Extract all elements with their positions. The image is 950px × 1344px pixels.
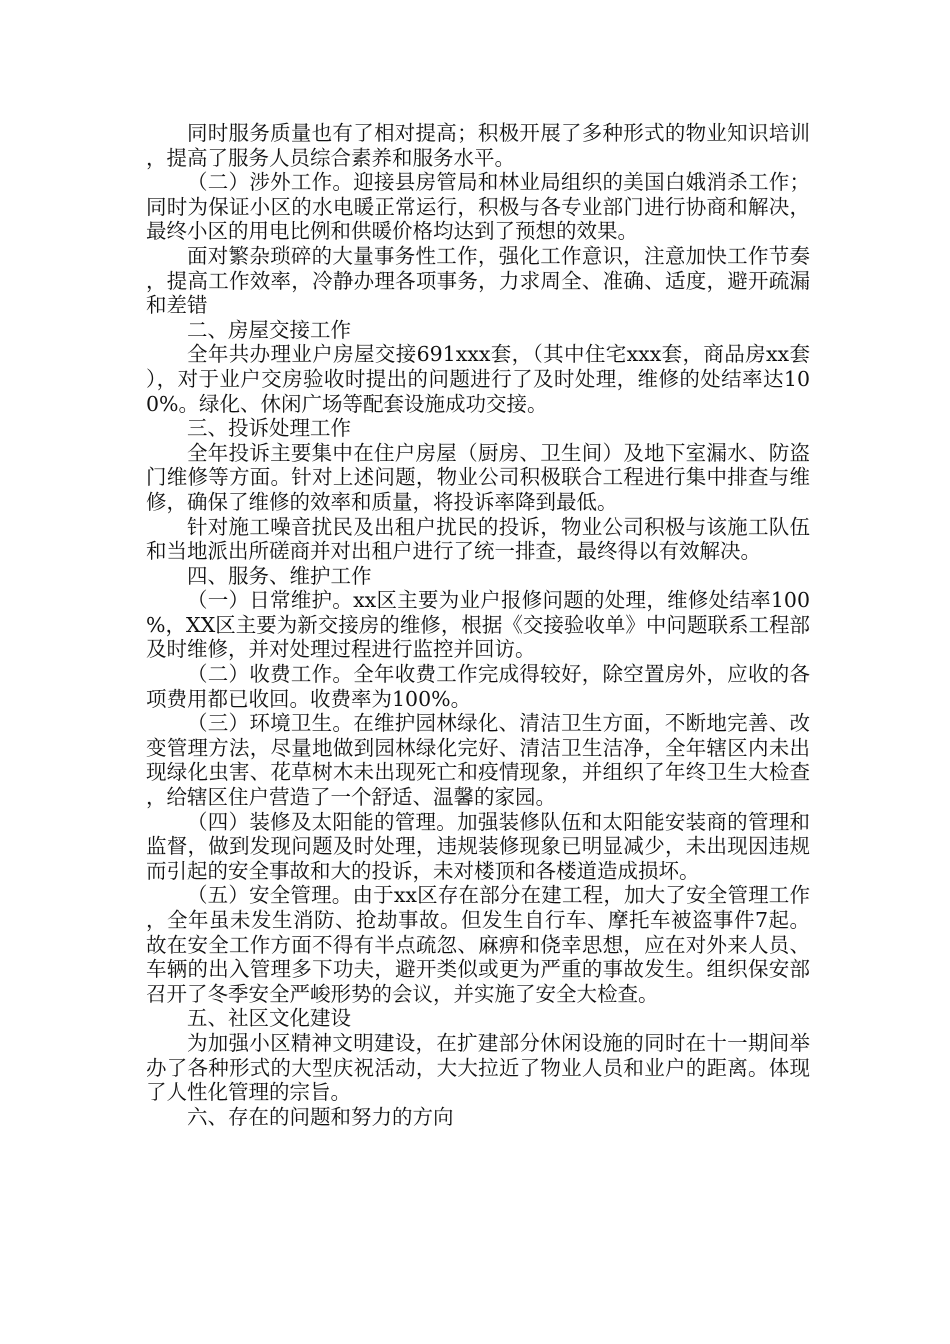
section-heading: 二、房屋交接工作 bbox=[187, 317, 351, 342]
paragraph: （一）日常维护。xx区主要为业户报修问题的处理，维修处结率100%，XX区主要为新交接房的维修，根据《交接验收单》中问题联系工程部及时维修，并对处理过程进行监控并回访。 bbox=[146, 588, 810, 662]
paragraph: 同时服务质量也有了相对提高；积极开展了多种形式的物业知识培训，提高了服务人员综合素养和服务水平。 bbox=[146, 121, 810, 170]
paragraph: 针对施工噪音扰民及出租户扰民的投诉，物业公司积极与该施工队伍和当地派出所磋商并对出租户进行了统一排查，最终得以有效解决。 bbox=[146, 514, 810, 564]
paragraph: （二）收费工作。全年收费工作完成得较好，除空置房外，应收的各项费用都已收回。收费率为100%。 bbox=[146, 662, 810, 711]
paragraph: 全年共办理业户房屋交接691xxx套，（其中住宅xxx套，商品房xx套），对于业户交房验收时提出的问题进行了及时处理，维修的处结率达100%。绿化、休闲广场等配套设施成功交接。 bbox=[146, 342, 810, 416]
paragraph: 面对繁杂琐碎的大量事务性工作，强化工作意识，注意加快工作节奏，提高工作效率，冷静办理各项事务，力求周全、准确、适度，避开疏漏和差错 bbox=[146, 243, 810, 318]
paragraph: （二）涉外工作。迎接县房管局和林业局组织的美国白娥消杀工作；同时为保证小区的水电暖正常运行，积极与各专业部门进行协商和解决，最终小区的用电比例和供暖价格均达到了预想的效果。 bbox=[146, 170, 810, 244]
paragraph: 为加强小区精神文明建设，在扩建部分休闲设施的同时在十一期间举办了各种形式的大型庆祝活动，大大拉近了物业人员和业户的距离。体现了人性化管理的宗旨。 bbox=[146, 1030, 810, 1105]
section-heading: 四、服务、维护工作 bbox=[187, 563, 372, 588]
section-heading: 五、社区文化建设 bbox=[187, 1006, 351, 1031]
paragraph: （五）安全管理。由于xx区存在部分在建工程，加大了安全管理工作，全年虽未发生消防、抢劫事故。但发生自行车、摩托车被盗事件7起。故在安全工作方面不得有半点疏忽、麻痹和侥幸思想，应在对外来人员、车辆的出入管理多下功夫，避开类似或更为严重的事故发生。组织保安部召开了冬季安全严峻形势的会议，并实施了安全大检查。 bbox=[146, 883, 810, 1006]
section-heading: 六、存在的问题和努力的方向 bbox=[187, 1104, 454, 1129]
document-body bbox=[146, 121, 810, 1129]
paragraph: （三）环境卫生。在维护园林绿化、清洁卫生方面，不断地完善、改变管理方法，尽量地做到园林绿化完好、清洁卫生洁净，全年辖区内未出现绿化虫害、花草树木未出现死亡和疫情现象，并组织了年终卫生大检查，给辖区住户营造了一个舒适、温馨的家园。 bbox=[146, 711, 810, 810]
section-heading: 三、投诉处理工作 bbox=[187, 416, 351, 441]
paragraph: （四）装修及太阳能的管理。加强装修队伍和太阳能安装商的管理和监督，做到发现问题及时处理，违规装修现象已明显减少，未出现因违规而引起的安全事故和大的投诉，未对楼顶和各楼道造成损坏。 bbox=[146, 809, 810, 883]
paragraph: 全年投诉主要集中在住户房屋（厨房、卫生间）及地下室漏水、防盗门维修等方面。针对上述问题，物业公司积极联合工程进行集中排查与维修，确保了维修的效率和质量，将投诉率降到最低。 bbox=[146, 440, 810, 514]
